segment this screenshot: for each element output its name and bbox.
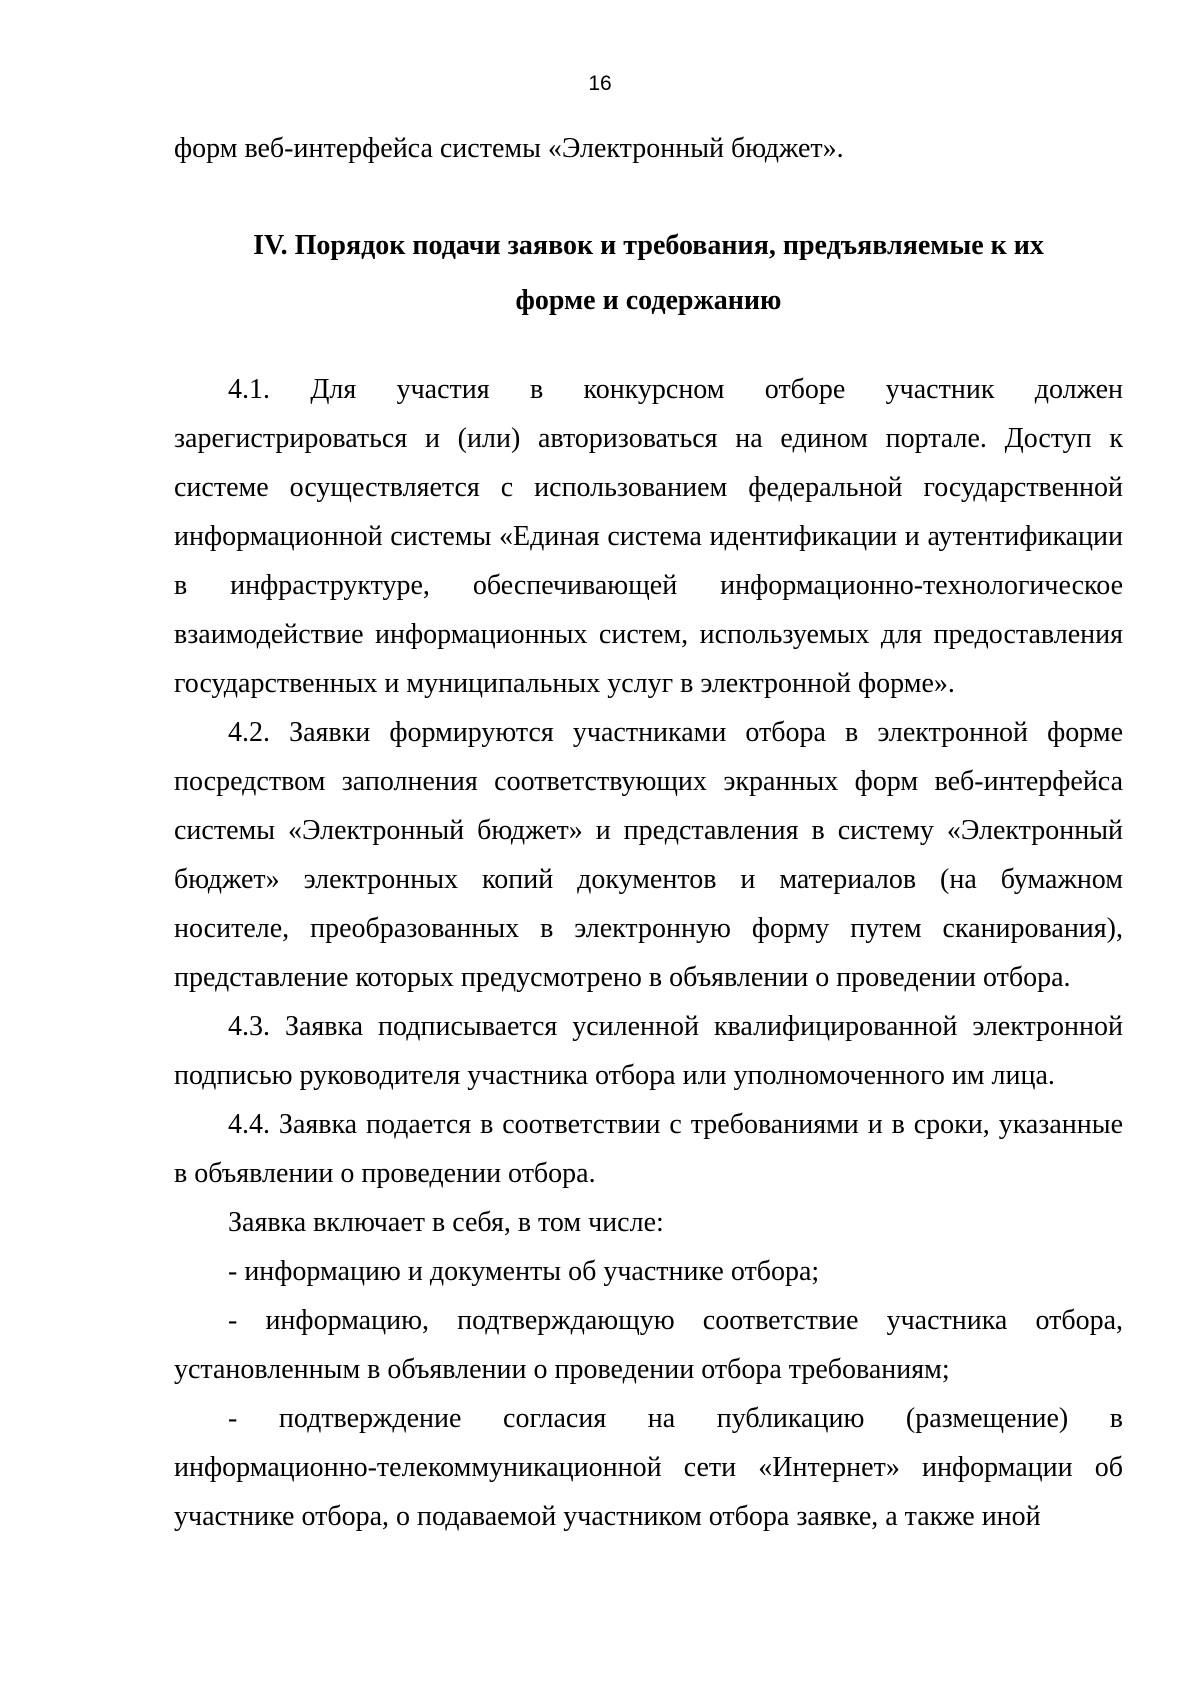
list-item: - информацию и документы об участнике отбора; — [228, 1256, 820, 1287]
list-item: - информацию, подтверждающую соответствие участника отбора, установленным в объявлении о проведении отбора требованиям; — [174, 1305, 1123, 1385]
section-heading-line-1: IV. Порядок подачи заявок и требования, предъявляемые к их — [253, 230, 1044, 261]
clause-4-3: 4.3. Заявка подписывается усиленной квалифицированной электронной подписью руководителя участника отбора или уполномоченного им лица. — [174, 1011, 1123, 1091]
list-item: - подтверждение согласия на публикацию (размещение) в информационно-телекоммуникационной сети «Интернет» информации об участнике отбора, о подаваемой участником отбора заявке, а также иной — [174, 1403, 1123, 1532]
application-contents-intro: Заявка включает в себя, в том числе: — [228, 1207, 664, 1238]
section-body — [174, 365, 1123, 1541]
continued-text-line: форм веб-интерфейса системы «Электронный бюджет». — [174, 133, 844, 164]
clause-4-4: 4.4. Заявка подается в соответствии с требованиями и в сроки, указанные в объявлении о проведении отбора. — [174, 1109, 1123, 1189]
section-heading-line-2: форме и содержанию — [515, 285, 782, 316]
section-heading — [174, 218, 1123, 328]
clause-4-2: 4.2. Заявки формируются участниками отбора в электронной форме посредством заполнения соответствующих экранных форм веб-интерфейса системы «Электронный бюджет» и представления в систему «Электронный бюджет» электронных копий документов и материалов (на бумажном носителе, преобразованных в электронную форму путем сканирования), представление которых предусмотрено в объявлении о проведении отбора. — [174, 717, 1123, 993]
clause-4-1: 4.1. Для участия в конкурсном отборе участник должен зарегистрироваться и (или) авторизоваться на едином портале. Доступ к системе осуществляется с использованием федеральной государственной информационной системы «Единая система идентификации и аутентификации в инфраструктуре, обеспечивающей информационно-технологическое взаимодействие информационных систем, используемых для предоставления государственных и муниципальных услуг в электронной форме». — [174, 374, 1123, 699]
page-number: 16 — [588, 72, 612, 95]
